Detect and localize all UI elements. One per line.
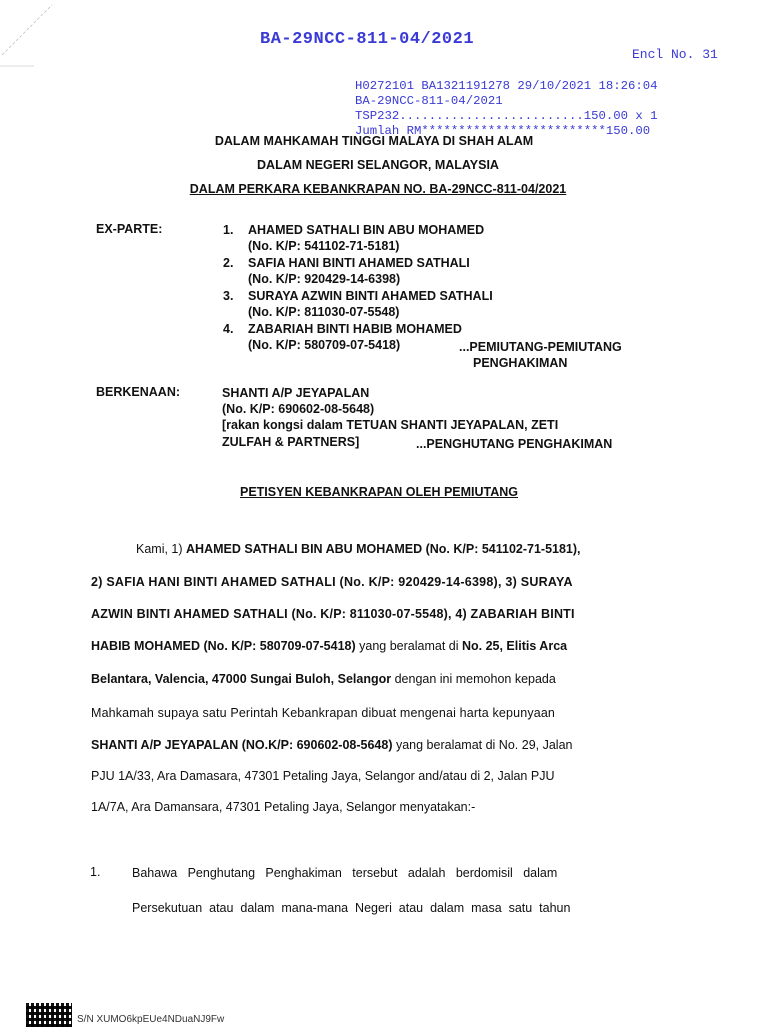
- text-run: AHAMED SATHALI BIN ABU MOHAMED (No. K/P: 541102-71-5181),: [186, 542, 581, 556]
- party-ic: (No. K/P: 541102-71-5181): [248, 239, 400, 253]
- paragraph-line: 1A/7A, Ara Damansara, 47301 Petaling Jaya, Selangor menyatakan:-: [91, 800, 476, 814]
- text-run: Kami, 1): [136, 542, 187, 556]
- party-name: SURAYA AZWIN BINTI AHAMED SATHALI: [248, 289, 493, 303]
- text-run: HABIB MOHAMED (No. K/P: 580709-07-5418): [91, 639, 356, 653]
- receipt-line: Jumlah RM*************************150.00: [355, 124, 651, 138]
- paragraph-line: PJU 1A/33, Ara Damasara, 47301 Petaling Jaya, Selangor and/atau di 2, Jalan PJU: [91, 769, 555, 783]
- receipt-line: H0272101 BA1321191278 29/10/2021 18:26:04: [355, 79, 658, 93]
- petition-title: PETISYEN KEBANKRAPAN OLEH PEMIUTANG: [239, 485, 519, 499]
- party-ic: (No. K/P: 920429-14-6398): [248, 272, 401, 286]
- court-heading: DALAM MAHKAMAH TINGGI MALAYA DI SHAH ALAM: [214, 134, 534, 148]
- text-run: Belantara, Valencia, 47000 Sungai Buloh, Selangor: [91, 672, 392, 686]
- paragraph-line: [91, 671, 649, 687]
- qr-code: [26, 1003, 72, 1027]
- receipt-line: BA-29NCC-811-04/2021: [355, 94, 503, 108]
- berkenaan-label: BERKENAAN:: [96, 385, 181, 399]
- receipt-line: TSP232.........................150.00 x 1: [355, 109, 658, 123]
- paragraph-line: [91, 541, 694, 557]
- creditor-role: ...PEMIUTANG-PEMIUTANG: [459, 340, 622, 354]
- case-number-stamp: BA-29NCC-811-04/2021: [260, 30, 475, 49]
- text-run: yang beralamat di No. 29, Jalan: [392, 738, 573, 752]
- text-run: SHANTI A/P JEYAPALAN (NO.K/P: 690602-08-5648): [91, 738, 393, 752]
- item-line: Bahawa Penghutang Penghakiman tersebut adalah berdomisil dalam: [132, 866, 558, 880]
- party-name: AHAMED SATHALI BIN ABU MOHAMED: [248, 223, 485, 237]
- paragraph-line: Mahkamah supaya satu Perintah Kebankrapan dibuat mengenai harta kepunyaan: [91, 706, 556, 720]
- case-title: DALAM PERKARA KEBANKRAPAN NO. BA-29NCC-811-04/2021: [189, 182, 567, 196]
- party-number: 2.: [223, 256, 234, 270]
- creditor-role-cont: PENGHAKIMAN: [473, 356, 568, 370]
- item-number: 1.: [90, 865, 101, 879]
- text-run: yang beralamat di: [355, 639, 462, 653]
- party-ic: (No. K/P: 811030-07-5548): [248, 305, 400, 319]
- scan-artifact: [0, 0, 70, 70]
- exparte-label: EX-PARTE:: [96, 222, 163, 236]
- paragraph-line: AZWIN BINTI AHAMED SATHALI (No. K/P: 811030-07-5548), 4) ZABARIAH BINTI: [91, 607, 575, 621]
- text-run: No. 25, Elitis Arca: [461, 639, 568, 653]
- court-state: DALAM NEGERI SELANGOR, MALAYSIA: [257, 158, 499, 172]
- paragraph-line: [91, 638, 649, 654]
- paragraph-line: [91, 737, 649, 753]
- debtor-firm-cont: ZULFAH & PARTNERS]: [222, 435, 360, 449]
- party-number: 4.: [223, 322, 234, 336]
- enclosure-number: Encl No. 31: [632, 47, 718, 62]
- party-ic: (No. K/P: 580709-07-5418): [248, 338, 401, 352]
- debtor-role: ...PENGHUTANG PENGHAKIMAN: [416, 437, 613, 451]
- item-line: Persekutuan atau dalam mana-mana Negeri atau dalam masa satu tahun: [132, 901, 571, 915]
- serial-number: S/N XUMO6kpEUe4NDuaNJ9Fw: [77, 1014, 225, 1025]
- party-number: 1.: [223, 223, 234, 237]
- party-number: 3.: [223, 289, 234, 303]
- debtor-ic: (No. K/P: 690602-08-5648): [222, 402, 375, 416]
- debtor-firm: [rakan kongsi dalam TETUAN SHANTI JEYAPALAN, ZETI: [222, 418, 559, 432]
- party-name: SAFIA HANI BINTI AHAMED SATHALI: [248, 256, 470, 270]
- paragraph-line: 2) SAFIA HANI BINTI AHAMED SATHALI (No. K/P: 920429-14-6398), 3) SURAYA: [91, 575, 573, 589]
- party-name: ZABARIAH BINTI HABIB MOHAMED: [248, 322, 462, 336]
- text-run: dengan ini memohon kepada: [391, 672, 556, 686]
- debtor-name: SHANTI A/P JEYAPALAN: [222, 386, 370, 400]
